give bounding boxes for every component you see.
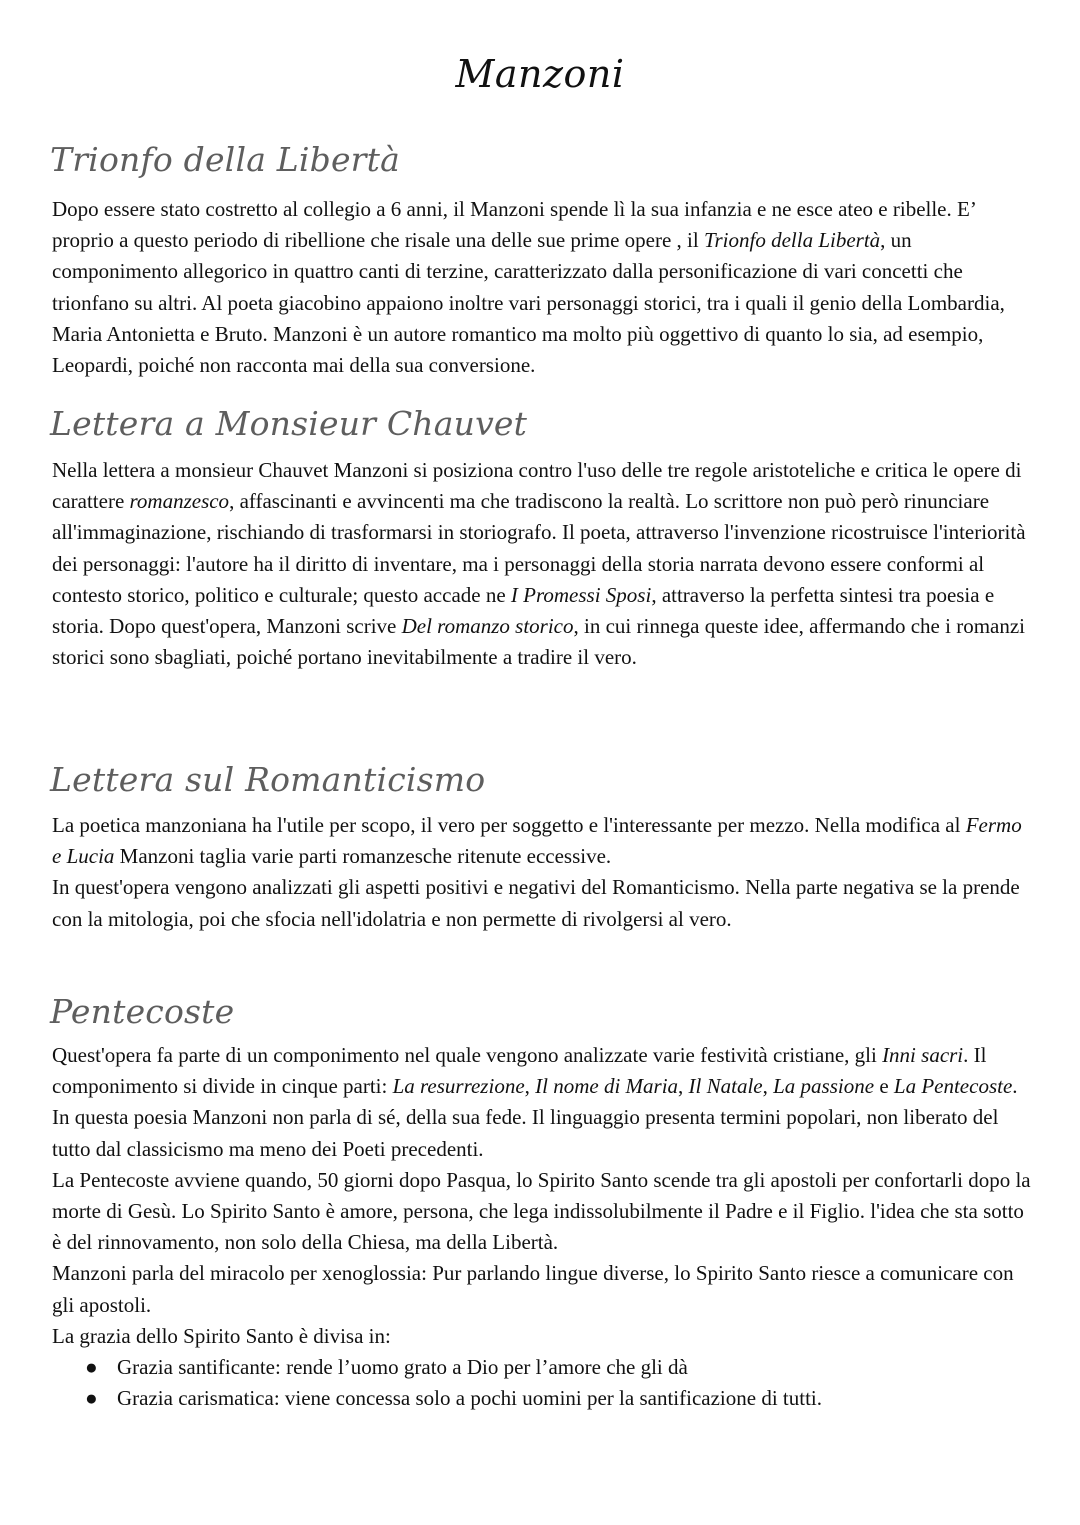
bullet-list xyxy=(52,1352,1032,1414)
list-item xyxy=(52,1352,1032,1383)
italic-title-text: Del romanzo storico xyxy=(401,614,574,639)
italic-title-text: Il Natale xyxy=(688,1074,763,1099)
bullet-icon: ● xyxy=(85,1386,98,1411)
text-run: In quest'opera vengono analizzati gli aspetti positivi e negativi del Romanticismo. Nella parte negativa se la prende con la mitologia, poi che sfocia nell'idolatria e non permette di rivolgersi al vero. xyxy=(52,875,1020,931)
text-run: , xyxy=(678,1074,689,1099)
section-heading-trionfo: Trionfo della Libertà xyxy=(50,140,400,179)
text-run: In questa poesia Manzoni non parla di sé, della sua fede. Il linguaggio presenta termini popolari, non liberato del tutto dal classicismo ma meno dei Poeti precedenti. xyxy=(52,1105,999,1161)
text-run: La Pentecoste avviene quando, 50 giorni dopo Pasqua, lo Spirito Santo scende tra gli apostoli per confortarli dopo la morte di Gesù. Lo Spirito Santo è amore, persona, che lega indissolubilmente il Padre e il Figlio. l'idea che sta sotto è del rinnovamento, non solo della Chiesa, ma della Libertà. xyxy=(52,1167,1031,1255)
paragraph xyxy=(52,1040,1032,1102)
text-run: Nella lettera a monsieur Chauvet Manzoni si posiziona contro l'uso delle tre regole aristoteliche e critica le opere di carattere xyxy=(52,458,1022,514)
section-heading-pentecoste: Pentecoste xyxy=(50,992,235,1031)
list-item xyxy=(52,1383,1032,1414)
text-run: Manzoni taglia varie parti romanzesche ritenute eccessive. xyxy=(114,844,612,869)
text-run: Manzoni parla del miracolo per xenoglossia: Pur parlando lingue diverse, lo Spirito Santo riesce a comunicare con gli apostoli. xyxy=(52,1261,1014,1317)
italic-title-text: Trionfo della Libertà xyxy=(703,228,881,253)
italic-title-text: La passione xyxy=(773,1074,875,1099)
text-run: e xyxy=(874,1074,894,1099)
text-run: . xyxy=(1012,1074,1018,1099)
section-heading-romanticismo: Lettera sul Romanticismo xyxy=(50,760,486,799)
italic-title-text: Fermo e Lucia xyxy=(52,813,1022,869)
paragraph xyxy=(52,1165,1032,1259)
section-body-pentecoste xyxy=(52,1040,1032,1414)
text-run: . Il componimento si divide in cinque parti: xyxy=(52,1043,987,1099)
text-run: , un componimento allegorico in quattro canti di terzine, caratterizzato dalla personificazione di vari concetti che trionfano su altri. Al poeta giacobino appaiono inoltre vari personaggi storici, tra i quali il genio della Lombardia, Maria Antonietta e Bruto. Manzoni è un autore romantico ma molto più oggettivo di quanto lo sia, ad esempio, Leopardi, poiché non racconta mai della sua conversione. xyxy=(52,228,1005,378)
text-run: , in cui rinnega queste idee, affermando che i romanzi storici sono sbagliati, poiché portano inevitabilmente a tradire il vero. xyxy=(52,614,1026,670)
italic-title-text: I Promessi Sposi xyxy=(510,582,652,607)
paragraph xyxy=(52,810,1032,872)
italic-title-text: La Pentecoste xyxy=(893,1074,1013,1099)
section-body-trionfo xyxy=(52,194,1032,381)
list-item-text: Grazia carismatica: viene concessa solo a pochi uomini per la santificazione di tutti. xyxy=(117,1386,822,1411)
paragraph xyxy=(52,194,1032,381)
paragraph xyxy=(52,1258,1032,1320)
section-body-chauvet xyxy=(52,455,1032,673)
bullet-icon: ● xyxy=(85,1355,98,1380)
paragraph xyxy=(52,1102,1032,1164)
text-run: , attraverso la perfetta sintesi tra poesia e storia. Dopo quest'opera, Manzoni scrive xyxy=(52,582,995,639)
page-title: Manzoni xyxy=(455,52,625,96)
text-run: La poetica manzoniana ha l'utile per scopo, il vero per soggetto e l'interessante per mezzo. Nella modifica al xyxy=(52,813,966,837)
paragraph xyxy=(52,1321,1032,1352)
list-item-text: Grazia santificante: rende l’uomo grato a Dio per l’amore che gli dà xyxy=(117,1355,688,1380)
italic-title-text: romanzesco xyxy=(129,489,230,514)
paragraph xyxy=(52,455,1032,673)
italic-title-text: La resurrezione xyxy=(392,1074,525,1099)
italic-title-text: Inni sacri xyxy=(882,1043,964,1067)
text-run: , affascinanti e avvincenti ma che tradiscono la realtà. Lo scrittore non può però rinunciare all'immaginazione, rischiando di trasformarsi in storiografo. Il poeta, attraverso l'invenzione ricostruisce l'interiorità dei personaggi: l'autore ha il diritto di inventare, ma i personaggi della storia narrata devono essere conformi al contesto storico, politico e culturale; questo accade ne xyxy=(52,489,1026,607)
text-run: La grazia dello Spirito Santo è divisa in: xyxy=(52,1323,391,1348)
italic-title-text: Il nome di Maria xyxy=(535,1074,679,1099)
section-body-romanticismo xyxy=(52,810,1032,935)
text-run: Quest'opera fa parte di un componimento nel quale vengono analizzate varie festività cristiane, gli xyxy=(52,1043,883,1067)
text-run: Dopo essere stato costretto al collegio a 6 anni, il Manzoni spende lì la sua infanzia e ne esce ateo e ribelle. E’ proprio a questo periodo di ribellione che risale una delle sue prime opere , il xyxy=(52,197,976,253)
section-heading-chauvet: Lettera a Monsieur Chauvet xyxy=(50,404,528,443)
paragraph xyxy=(52,872,1032,934)
text-run: , xyxy=(524,1074,536,1099)
text-run: , xyxy=(762,1074,774,1099)
